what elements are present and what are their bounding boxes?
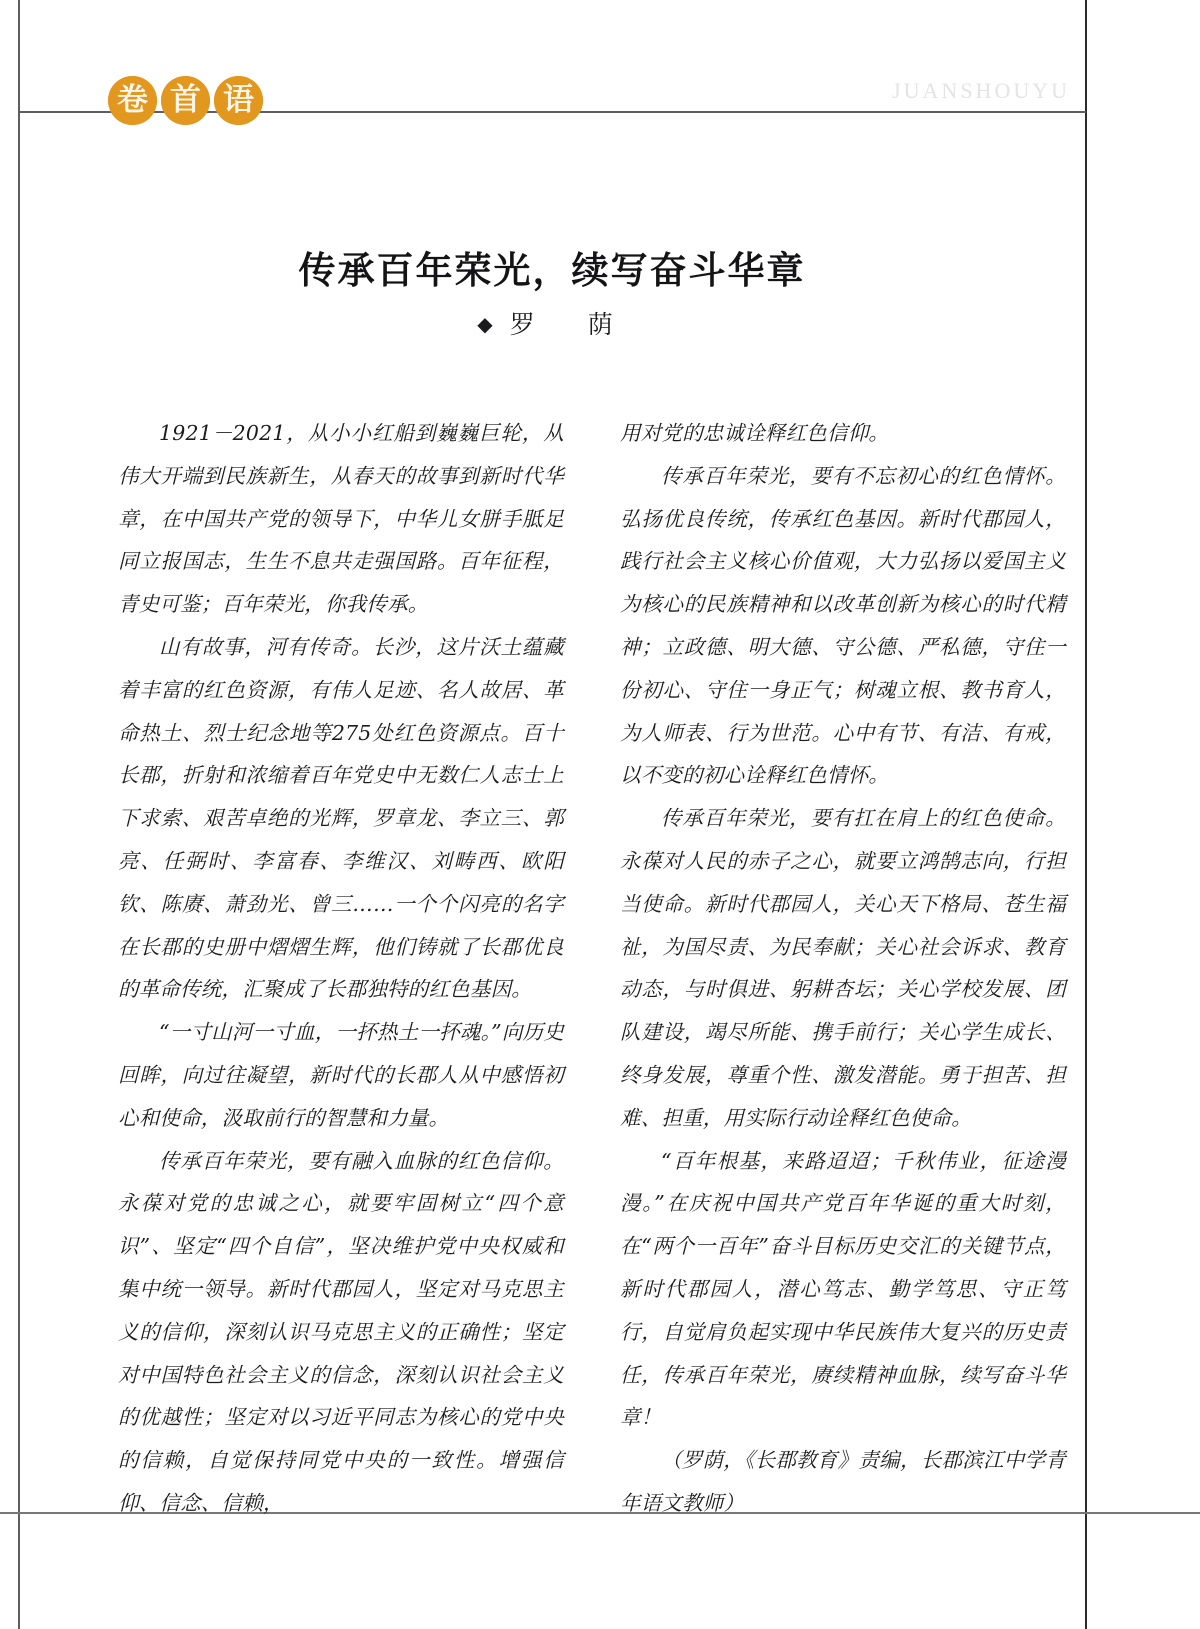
diamond-bullet-icon: ◆ xyxy=(477,312,494,336)
article-body xyxy=(118,412,1066,1515)
paragraph: “百年根基，来路迢迢；千秋伟业，征途漫漫。”在庆祝中国共产党百年华诞的重大时刻，在“两个一百年”奋斗目标历史交汇的关键节点，新时代郡园人，潜心笃志、勤学笃思、守正笃行，自觉肩负起实现中华民族伟大复兴的历史责任，传承百年荣光，赓续精神血脉，续写奋斗华章！ xyxy=(620,1148,1066,1430)
author-name: 罗 荫 xyxy=(509,310,627,339)
paragraph-continuation: 用对党的忠诚诠释红色信仰。 xyxy=(620,421,890,445)
paragraph: 传承百年荣光，要有融入血脉的红色信仰。永葆对党的忠诚之心，就要牢固树立“四个意识”、坚定“四个自信”，坚决维护党中央权威和集中统一领导。新时代郡园人，坚定对马克思主义的信仰，深刻认识马克思主义的正确性；坚定对中国特色社会主义的信念，深刻认识社会主义的优越性；坚定对以习近平同志为核心的党中央的信赖，自觉保持同党中央的一致性。增强信仰、信念、信赖， xyxy=(118,1148,564,1515)
section-badge xyxy=(108,76,263,125)
paragraph: 1921－2021，从小小红船到巍巍巨轮，从伟大开端到民族新生，从春天的故事到新时代华章，在中国共产党的领导下，中华儿女胼手胝足同立报国志，生生不息共走强国路。百年征程，青史可鉴；百年荣光，你我传承。 xyxy=(118,421,564,617)
article-author-line xyxy=(18,305,1086,341)
article-column-left xyxy=(118,412,564,1515)
article-column-right xyxy=(620,412,1066,1515)
section-romanization-label: JUANSHOUYU xyxy=(892,78,1070,103)
author-attribution: （罗荫，《长郡教育》责编，长郡滨江中学青年语文教师） xyxy=(620,1448,1066,1515)
paragraph: 山有故事，河有传奇。长沙，这片沃土蕴藏着丰富的红色资源，有伟人足迹、名人故居、革命热土、烈士纪念地等275处红色资源点。百十长郡，折射和浓缩着百年党史中无数仁人志士上下求索、艰苦卓绝的光辉，罗章龙、李立三、郭亮、任弼时、李富春、李维汉、刘畴西、欧阳钦、陈赓、萧劲光、曾三……一个个闪亮的名字在长郡的史册中熠熠生辉，他们铸就了长郡优良的革命传统，汇聚成了长郡独特的红色基因。 xyxy=(118,634,564,1002)
section-badge-char-2: 首 xyxy=(161,76,210,125)
paragraph: 传承百年荣光，要有扛在肩上的红色使命。永葆对人民的赤子之心，就要立鸿鹄志向，行担当使命。新时代郡园人，关心天下格局、苍生福祉，为国尽责、为民奉献；关心社会诉求、教育动态，与时俱进、躬耕杏坛；关心学校发展、团队建设，竭尽所能、携手前行；关心学生成长、终身发展，尊重个性、激发潜能。勇于担苦、担难、担重，用实际行动诠释红色使命。 xyxy=(620,806,1066,1130)
article-title: 传承百年荣光，续写奋斗华章 xyxy=(298,247,806,292)
section-badge-char-1: 卷 xyxy=(108,76,157,125)
section-badge-char-3: 语 xyxy=(214,76,263,125)
paragraph: 传承百年荣光，要有不忘初心的红色情怀。弘扬优良传统，传承红色基因。新时代郡园人，践行社会主义核心价值观，大力弘扬以爱国主义为核心的民族精神和以改革创新为核心的时代精神；立政德、明大德、守公德、严私德，守住一份初心、守住一身正气；树魂立根、教书育人，为人师表、行为世范。心中有节、有洁、有戒，以不变的初心诠释红色情怀。 xyxy=(620,463,1066,788)
paragraph: “一寸山河一寸血，一抔热土一抔魂。”向历史回眸，向过往凝望，新时代的长郡人从中感悟初心和使命，汲取前行的智慧和力量。 xyxy=(118,1020,564,1130)
